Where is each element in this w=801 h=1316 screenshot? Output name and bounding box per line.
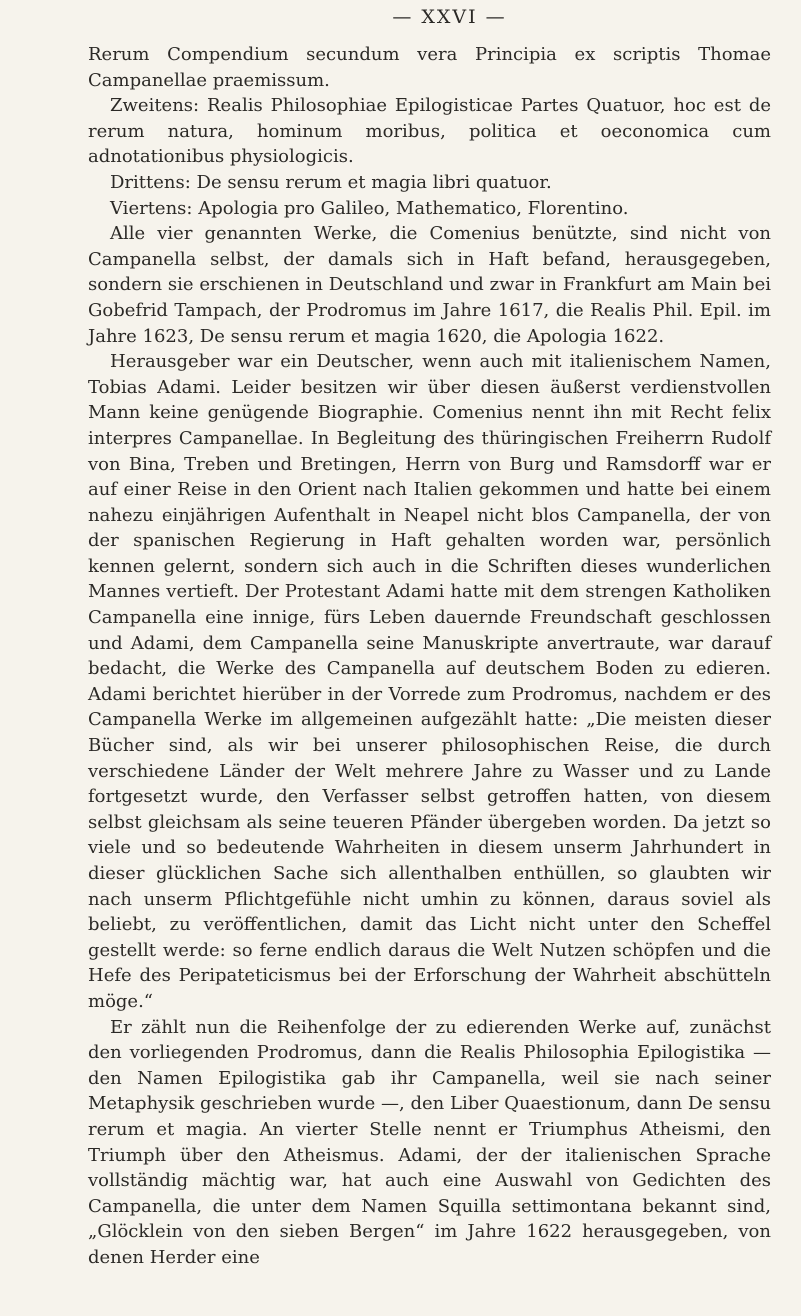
paragraph-adami: Herausgeber war ein Deutscher, wenn auch mit italienischem Namen, Tobias Adami. Leider besitzen wir über diesen äußerst verdienstvollen Mann keine genügende Biographie. Comenius nennt ihn mit Recht felix interpres Campanellae. In Begleitung des thüringischen Freiherrn Rudolf von Bina, Treben und Bretingen, Herrn von Burg und Ramsdorff war er auf einer Reise in den Orient nach Italien gekommen und hatte bei einem nahezu einjährigen Aufenthalt in Neapel nicht blos Campanella, der von der spanischen Regierung in Haft gehalten worden war, persönlich kennen gelernt, sondern sich auch in die Schriften dieses wunderlichen Mannes vertieft. Der Protestant Adami hatte mit dem strengen Katholiken Campanella eine innige, fürs Leben dauernde Freundschaft geschlossen und Adami, dem Campanella seine Manuskripte anvertraute, war darauf bedacht, die Werke des Campanella auf deutschem Boden zu edieren. Adami berichtet hierüber in der Vorrede zum Prodromus, nachdem er des Campanella Werke im allgemeinen aufgezählt hatte: „Die meisten dieser Bücher sind, als wir bei unserer philosophischen Reise, die durch verschiedene Länder der Welt mehrere Jahre zu Wasser und zu Lande fortgesetzt wurde, den Verfasser selbst getroffen hatten, von diesem selbst gleichsam als seine teueren Pfänder übergeben worden. Da jetzt so viele und so bedeutende Wahrheiten in diesem unserm Jahrhundert in dieser glücklichen Sache sich allenthalben enthüllen, so glaubten wir nach unserm Pflichtgefühle nicht umhin zu können, daraus soviel als beliebt, zu veröffentlichen, damit das Licht nicht unter den Scheffel gestellt werde: so ferne endlich daraus die Welt Nutzen schöpfen und die Hefe des Peripateticismus bei der Erforschung der Wahrheit abschütteln möge.“ [88, 351, 771, 1012]
item-text: Realis Philosophiae Epilogisticae Partes Quatuor, hoc est de rerum natura, hominum moribus, politica et oeconomica cum adnotationibus physiologicis. [88, 95, 771, 168]
item-ordinal: Zweitens: [110, 95, 200, 117]
paragraph-sequence: Er zählt nun die Reihenfolge der zu edierenden Werke auf, zunächst den vorliegenden Prodromus, dann die Realis Philosophia Epilogistika — den Namen Epilogistika gab ihr Campanella, weil sie nach seiner Metaphysik geschrieben wurde —, den Liber Quaestionum, dann De sensu rerum et magia. An vierter Stelle nennt er Triumphus Atheismi, den Triumph über den Atheismus. Adami, der der italienischen Sprache vollständig mächtig war, hat auch eine Auswahl von Gedichten des Campanella, die unter dem Namen Squilla settimontana bekannt sind, „Glöcklein von den sieben Bergen“ im Jahre 1622 herausgegeben, von denen Herder eine [88, 1016, 771, 1268]
item-ordinal: Drittens: [110, 171, 191, 193]
paragraph-works-publication: Alle vier genannten Werke, die Comenius benützte, sind nicht von Campanella selbst, der damals sich in Haft befand, herausgegeben, sondern sie erschienen in Deutschland und zwar in Frankfurt am Main bei Gobefrid Tampach, der Prodromus im Jahre 1617, die Realis Phil. Epil. im Jahre 1623, De sensu rerum et magia 1620, die Apologia 1622. [88, 223, 771, 347]
list-item-fourth [88, 196, 771, 222]
list-item-second [88, 93, 771, 170]
item-text: Apologia pro Galileo, Mathematico, Florentino. [192, 197, 629, 219]
page-number: — XXVI — [392, 6, 507, 28]
item-text: De sensu rerum et magia libri quatuor. [190, 171, 552, 193]
listing-intro: Rerum Compendium secundum vera Principia ex scriptis Thomae Campanellae praemissum. [88, 44, 771, 91]
item-ordinal: Viertens: [110, 197, 193, 219]
list-item-third [88, 170, 771, 196]
